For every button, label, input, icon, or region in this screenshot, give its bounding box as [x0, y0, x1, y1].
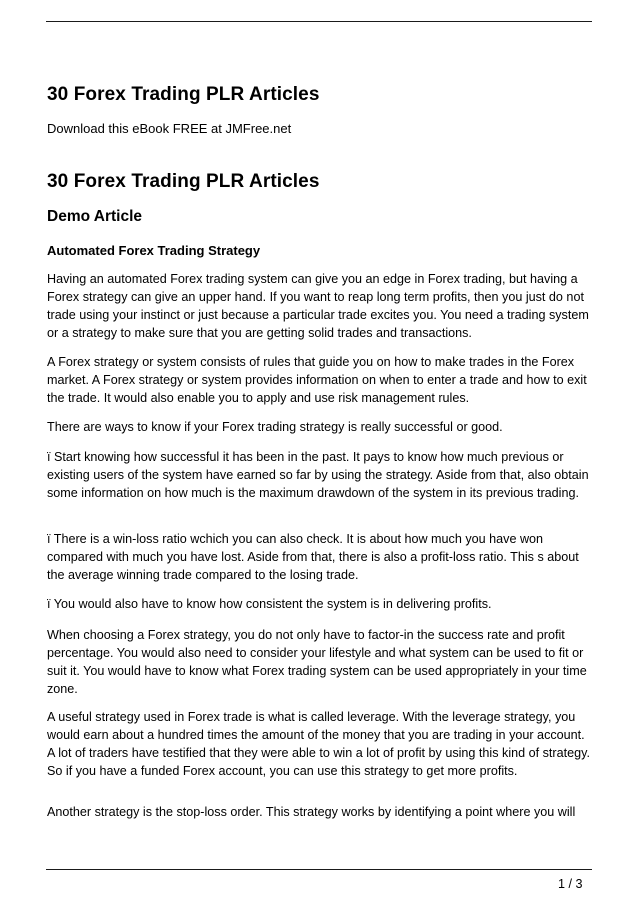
bullet-consistency: ï You would also have to know how consistent the system is in delivering profits.: [47, 597, 492, 611]
paragraph-leverage: A useful strategy used in Forex trade is what is called leverage. With the leverage strategy, you would earn about a hundred times the amount of the money that you are trading in your account. A lot of traders have testified that they were able to win a lot of profit by using this kind of strategy. So if you have a funded Forex account, you can use this strategy to get more profits.: [47, 710, 590, 778]
paragraph-choosing: When choosing a Forex strategy, you do not only have to factor-in the success rate and profit percentage. You would also need to consider your lifestyle and what system can be used to fit or suit it. You would have to know what Forex trading system can be used appropriately in your time zone.: [47, 628, 587, 696]
article-subtitle: Demo Article: [47, 208, 143, 225]
page-indicator: 1 / 3: [558, 877, 583, 891]
bottom-divider: [46, 869, 592, 870]
article-collection-title: 30 Forex Trading PLR Articles: [47, 171, 320, 192]
top-divider: [46, 21, 592, 22]
download-line: Download this eBook FREE at JMFree.net: [47, 121, 292, 136]
article-heading: Automated Forex Trading Strategy: [47, 243, 261, 258]
paragraph-definition: A Forex strategy or system consists of rules that guide you on how to make trades in the Forex market. A Forex strategy or system provides information on when to enter a trade and how to exit the trade. It would also enable you to apply and use risk management rules.: [47, 355, 587, 405]
paragraph-stop-loss: Another strategy is the stop-loss order. This strategy works by identifying a point where you will: [47, 805, 576, 819]
ebook-title: 30 Forex Trading PLR Articles: [47, 84, 320, 105]
bullet-past-success: ï Start knowing how successful it has been in the past. It pays to know how much previous or existing users of the system have earned so far by using the strategy. Aside from that, also obtain some information on how much is the maximum drawdown of the system in its previous trading.: [47, 450, 589, 500]
paragraph-intro: Having an automated Forex trading system can give you an edge in Forex trading, but having a Forex strategy can give an upper hand. If you want to reap long term profits, then you just do not trade using your instinct or just because a particular trade excites you. You need a trading system or a strategy to make sure that you are getting solid trades and transactions.: [47, 272, 589, 340]
paragraph-ways: There are ways to know if your Forex trading strategy is really successful or good.: [47, 420, 503, 434]
bullet-win-loss: ï There is a win-loss ratio wchich you can also check. It is about how much you have won compared with much you have lost. Aside from that, there is also a profit-loss ratio. This s about the average winning trade compared to the losing trade.: [47, 532, 579, 582]
